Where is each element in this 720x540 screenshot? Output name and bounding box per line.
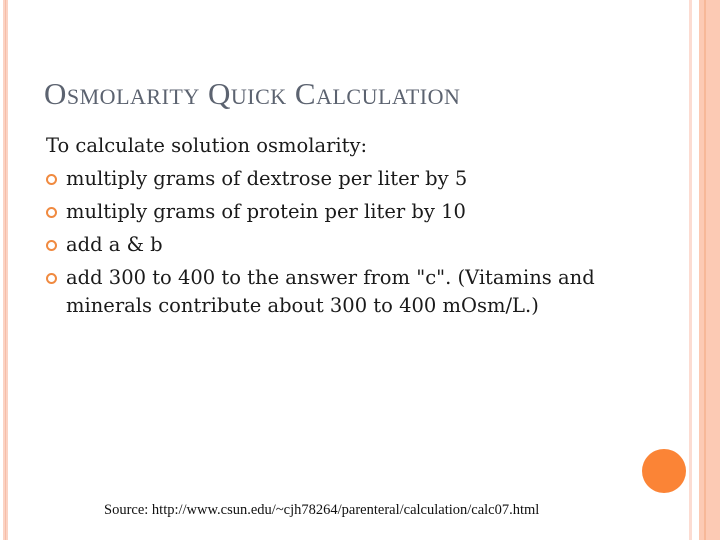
source-citation: Source: http://www.csun.edu/~cjh78264/parenteral/calculation/calc07.html — [104, 502, 540, 518]
hollow-circle-bullet-icon — [46, 207, 57, 218]
hollow-circle-bullet-icon — [46, 240, 57, 251]
bullet-text: multiply grams of protein per liter by 10 — [66, 200, 466, 223]
left-decorative-bar — [3, 0, 8, 540]
bullet-text: add a & b — [66, 233, 163, 256]
bullet-item — [46, 264, 626, 320]
bullet-text: multiply grams of dextrose per liter by 5 — [66, 167, 468, 190]
hollow-circle-bullet-icon — [46, 174, 57, 185]
bullet-list — [46, 165, 626, 320]
slide-title: Osmolarity Quick Calculation — [44, 76, 461, 111]
right-thin-stripe — [689, 0, 692, 540]
bullet-text: add 300 to 400 to the answer from "c". (Vitamins and minerals contribute about 300 to 400 mOsm/L.) — [66, 266, 595, 317]
right-band-stripe — [704, 0, 706, 540]
slide-body — [46, 132, 626, 325]
orange-circle-decoration — [642, 449, 686, 493]
bullet-item — [46, 165, 626, 193]
bullet-item — [46, 198, 626, 226]
right-decorative-band — [699, 0, 720, 540]
intro-text: To calculate solution osmolarity: — [46, 134, 368, 157]
hollow-circle-bullet-icon — [46, 273, 57, 284]
bullet-item — [46, 231, 626, 259]
